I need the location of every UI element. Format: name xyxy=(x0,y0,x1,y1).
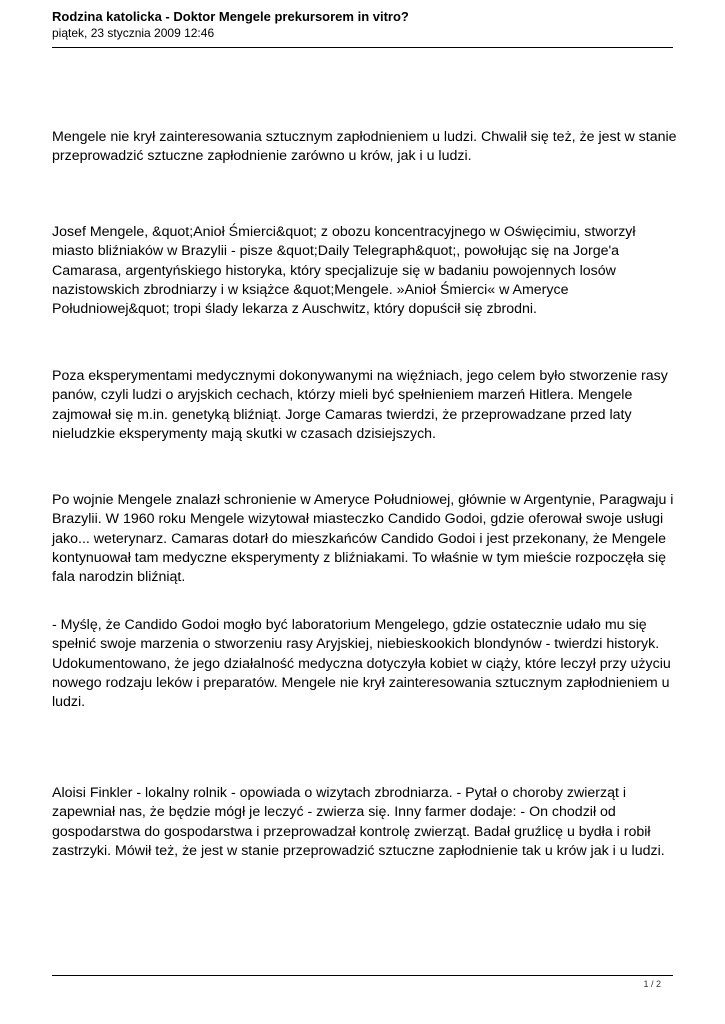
document-title: Rodzina katolicka - Doktor Mengele prekursorem in vitro? xyxy=(52,9,409,24)
paragraph-4: Po wojnie Mengele znalazł schronienie w Ameryce Południowej, głównie w Argentynie, Paragwaju i Brazylii. W 1960 roku Mengele wizytował miasteczko Candido Godoi, gdzie oferował swoje usługi jako... weterynarz. Camaras dotarł do mieszkańców Candido Godoi i jest przekonany, że Mengele kontynuował tam medyczne eksperymenty z bliźniakami. To właśnie w tym mieście rozpoczęła się fala narodzin bliźniąt. xyxy=(52,492,674,586)
paragraph-2: Josef Mengele, &quot;Anioł Śmierci&quot; z obozu koncentracyjnego w Oświęcimiu, stworzył miasto bliźniaków w Brazylii - pisze &quot;Daily Telegraph&quot;, powołując się na Jorge'a Camarasa, argentyńskiego historyka, który specjalizuje się w badaniu powojennych losów nazistowskich zbrodniarzy i w książce &quot;Mengele. »Anioł Śmierci« w Ameryce Południowej&quot; tropi ślady lekarza z Auschwitz, który dopuścił się zbrodni. xyxy=(52,224,636,318)
paragraph-6: Aloisi Finkler - lokalny rolnik - opowiada o wizytach zbrodniarza. - Pytał o choroby zwierząt i zapewniał nas, że będzie mógł je leczyć - zwierza się. Inny farmer dodaje: - On chodził od gospodarstwa do gospodarstwa i przeprowadzał kontrolę zwierząt. Badał gruźlicę u bydła i robił zastrzyki. Mówił też, że jest w stanie przeprowadzić sztuczne zapłodnienie tak u krów jak i u ludzi. xyxy=(52,785,665,859)
paragraph-3: Poza eksperymentami medycznymi dokonywanymi na więźniach, jego celem było stworzenie rasy panów, czyli ludzi o aryjskich cechach, którzy mieli być spełnieniem marzeń Hitlera. Mengele zajmował się m.in. genetyką bliźniąt. Jorge Camaras twierdzi, że przeprowadzane przed laty nieludzkie eksperymenty mają skutki w czasach dzisiejszych. xyxy=(52,368,668,442)
header-divider xyxy=(52,47,673,48)
page-number: 1 / 2 xyxy=(643,979,661,989)
footer-divider xyxy=(52,975,673,976)
document-header xyxy=(52,8,674,41)
publication-date: piątek, 23 stycznia 2009 12:46 xyxy=(52,26,215,40)
paragraph-1: Mengele nie krył zainteresowania sztucznym zapłodnieniem u ludzi. Chwalił się też, że jest w stanie przeprowadzić sztuczne zapłodnienie zarówno u krów, jak i u ludzi. xyxy=(52,129,677,165)
paragraph-5: - Myślę, że Candido Godoi mogło być laboratorium Mengelego, gdzie ostatecznie udało mu się spełnić swoje marzenia o stworzeniu rasy Aryjskiej, niebieskookich blondynów - twierdzi historyk. Udokumentowano, że jego działalność medyczna dotyczyła kobiet w ciąży, które leczył przy użyciu nowego rodzaju leków i preparatów. Mengele nie krył zainteresowania sztucznym zapłodnieniem u ludzi. xyxy=(52,617,671,711)
